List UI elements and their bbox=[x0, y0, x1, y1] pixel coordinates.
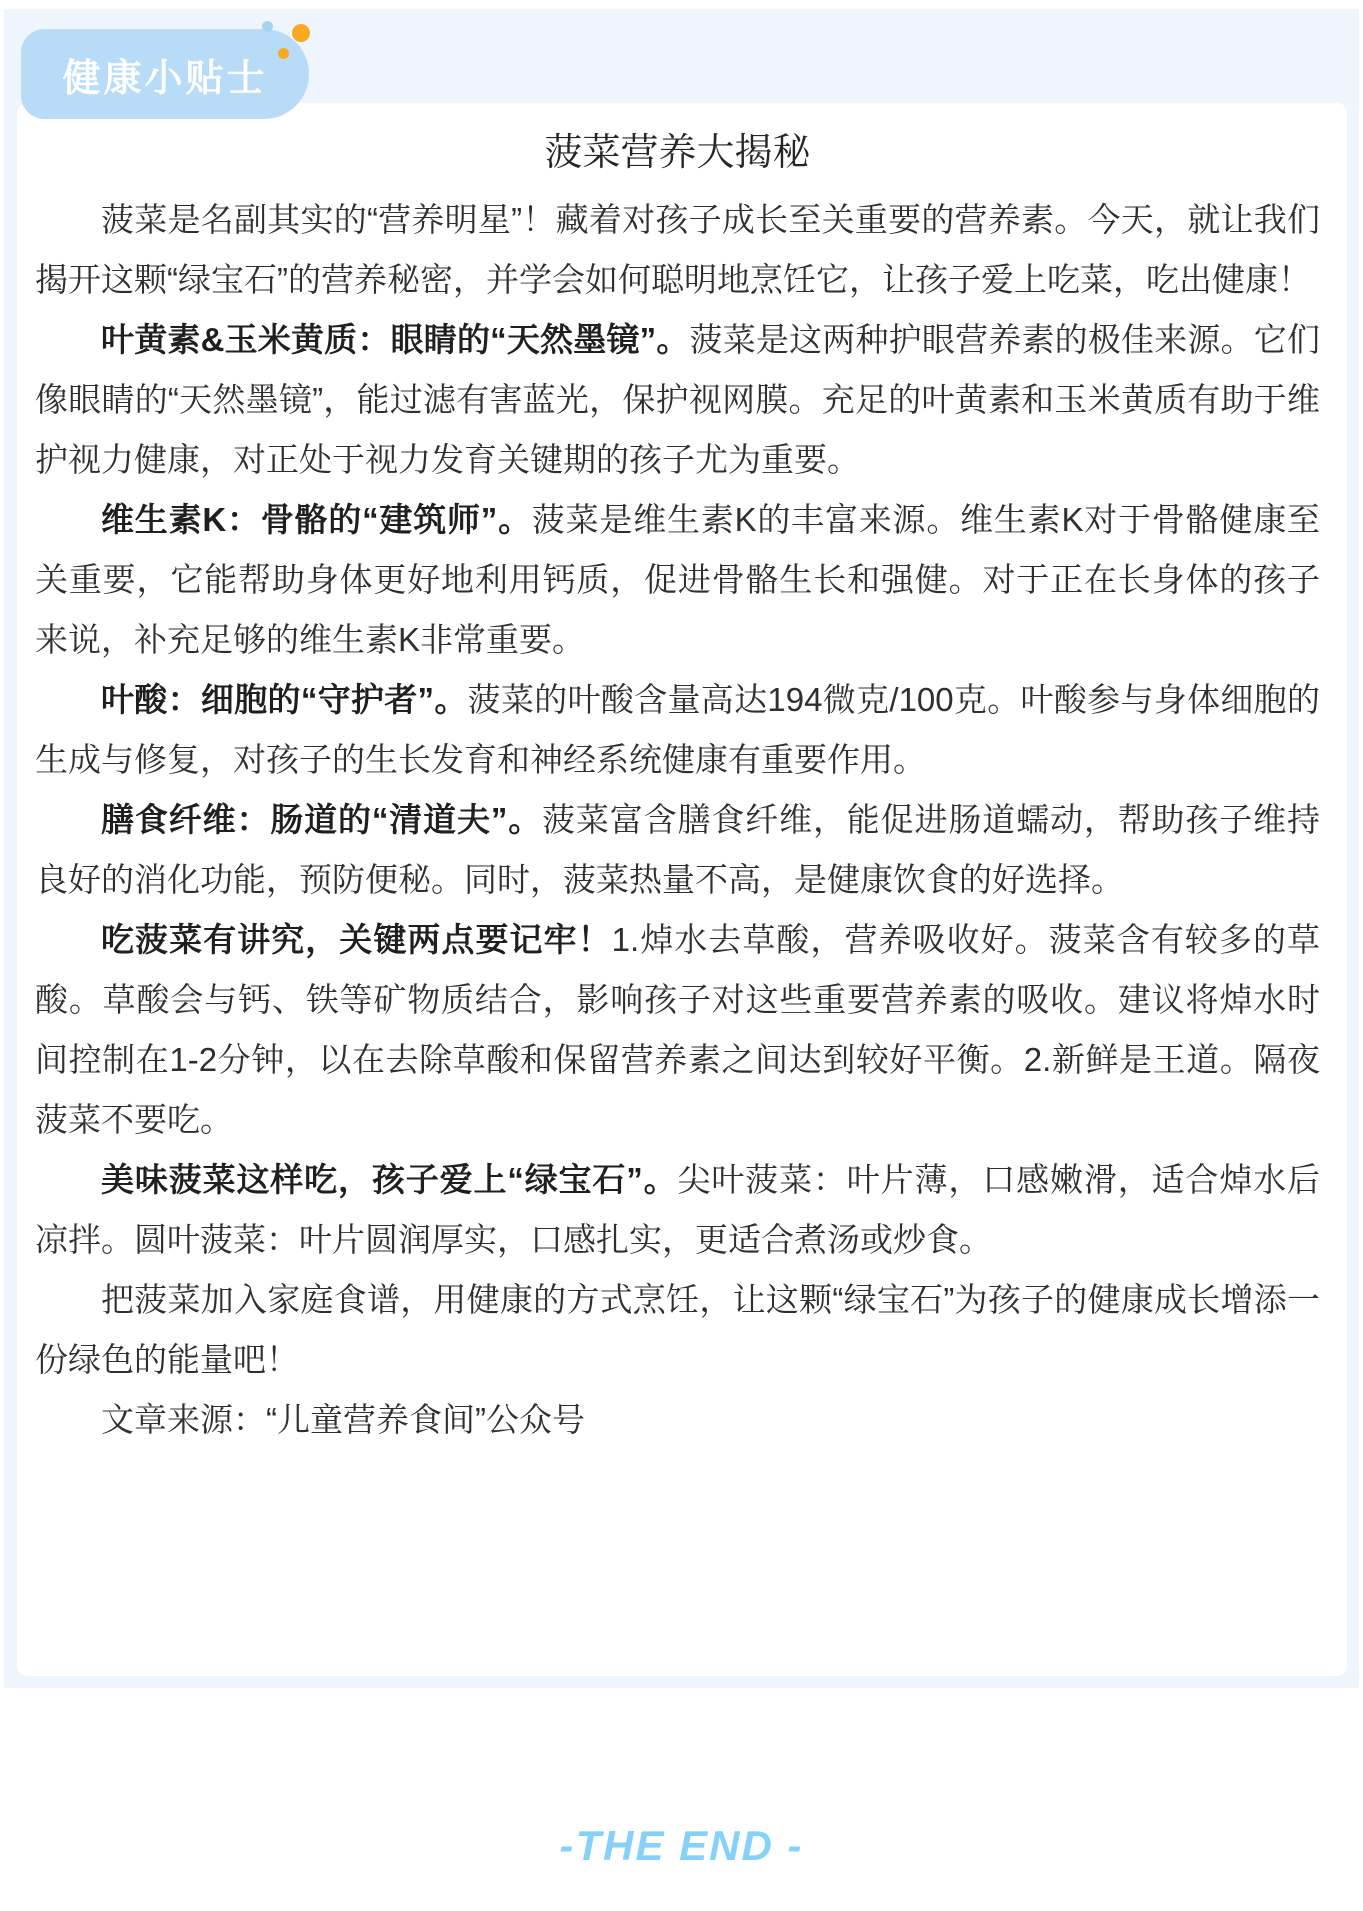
paragraph-text: 文章来源：“儿童营养食间”公众号 bbox=[101, 1401, 585, 1438]
paragraph bbox=[35, 190, 1320, 310]
paragraph bbox=[35, 790, 1320, 910]
paragraph-text: 把菠菜加入家庭食谱，用健康的方式烹饪，让这颗“绿宝石”为孩子的健康成长增添一份绿色的能量吧！ bbox=[35, 1281, 1320, 1378]
paragraph-lead: 吃菠菜有讲究，关键两点要记牢！ bbox=[101, 921, 612, 958]
paragraph-lead: 膳食纤维：肠道的“清道夫”。 bbox=[101, 801, 543, 838]
end-marker: -THE END - bbox=[559, 1822, 804, 1869]
paragraph-lead: 叶黄素&玉米黄质：眼睛的“天然墨镜”。 bbox=[101, 321, 690, 358]
paragraph bbox=[35, 1390, 1320, 1450]
section-panel bbox=[4, 9, 1359, 1688]
paragraph-lead: 叶酸：细胞的“守护者”。 bbox=[101, 681, 468, 718]
paragraph-text: 菠菜是名副其实的“营养明星”！藏着对孩子成长至关重要的营养素。今天，就让我们揭开这颗“绿宝石”的营养秘密，并学会如何聪明地烹饪它，让孩子爱上吃菜，吃出健康！ bbox=[35, 201, 1320, 298]
decor-dot-blue-icon bbox=[262, 21, 273, 32]
paragraph-text: 尖叶菠菜：叶片薄，口感嫩滑，适合焯水后凉拌。圆叶菠菜：叶片圆润厚实，口感扎实，更适合煮汤或炒食。 bbox=[35, 1161, 1321, 1258]
decor-dot-orange-small-icon bbox=[278, 48, 289, 59]
article-body bbox=[35, 190, 1320, 1450]
paragraph bbox=[35, 1150, 1320, 1270]
article bbox=[35, 115, 1320, 1450]
content-card bbox=[17, 103, 1347, 1676]
paragraph-text: 1.焯水去草酸，营养吸收好。菠菜含有较多的草酸。草酸会与钙、铁等矿物质结合，影响孩子对这些重要营养素的吸收。建议将焯水时间控制在1-2分钟，以在去除草酸和保留营养素之间达到较好平衡。2.新鲜是王道。隔夜菠菜不要吃。 bbox=[35, 921, 1321, 1138]
paragraph bbox=[35, 910, 1320, 1150]
paragraph-text: 菠菜是这两种护眼营养素的极佳来源。它们像眼睛的“天然墨镜”，能过滤有害蓝光，保护视网膜。充足的叶黄素和玉米黄质有助于维护视力健康，对正处于视力发育关键期的孩子尤为重要。 bbox=[35, 321, 1320, 478]
header-badge bbox=[21, 29, 309, 119]
paragraph-text: 菠菜富含膳食纤维，能促进肠道蠕动，帮助孩子维持良好的消化功能，预防便秘。同时，菠菜热量不高，是健康饮食的好选择。 bbox=[35, 801, 1321, 898]
paragraph-text: 菠菜的叶酸含量高达194微克/100克。叶酸参与身体细胞的生成与修复，对孩子的生长发育和神经系统健康有重要作用。 bbox=[35, 681, 1320, 778]
paragraph bbox=[35, 490, 1320, 670]
paragraph-lead: 维生素K：骨骼的“建筑师”。 bbox=[101, 501, 532, 538]
decor-dot-orange-large-icon bbox=[292, 24, 310, 42]
badge-label: 健康小贴士 bbox=[62, 57, 268, 100]
page-title: 菠菜营养大揭秘 bbox=[544, 132, 811, 174]
paragraph-lead: 美味菠菜这样吃，孩子爱上“绿宝石”。 bbox=[101, 1161, 678, 1198]
paragraph bbox=[35, 670, 1320, 790]
paragraph bbox=[35, 310, 1320, 490]
paragraph bbox=[35, 1270, 1320, 1390]
paragraph-text: 菠菜是维生素K的丰富来源。维生素K对于骨骼健康至关重要，它能帮助身体更好地利用钙质，促进骨骼生长和强健。对于正在长身体的孩子来说，补充足够的维生素K非常重要。 bbox=[35, 501, 1320, 658]
